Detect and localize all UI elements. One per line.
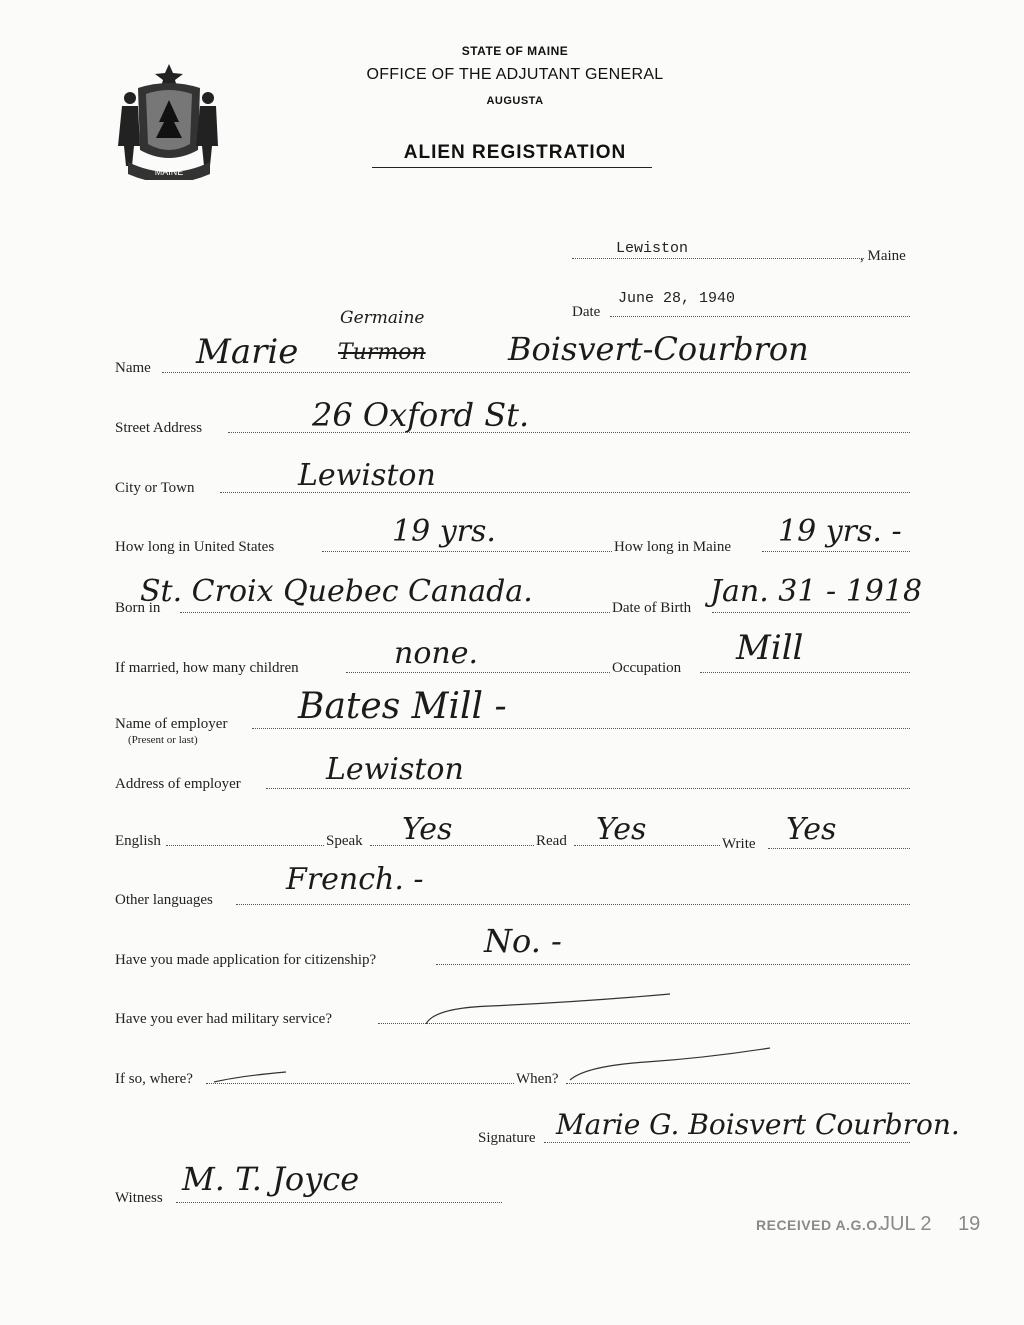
long-maine-label: How long in Maine	[614, 539, 732, 555]
name-middle-struck: Turmon	[338, 340, 426, 365]
date-label: Date	[572, 304, 601, 320]
maine-seal-icon	[116, 58, 222, 180]
dob-label: Date of Birth	[612, 600, 692, 616]
employer-address-label: Address of employer	[115, 776, 241, 792]
name-first: Marie	[196, 332, 299, 372]
city-town-value: Lewiston	[298, 458, 436, 493]
military-dash-mark	[420, 990, 680, 1030]
long-maine-value: 19 yrs. -	[778, 514, 902, 549]
where-label: If so, where?	[115, 1071, 193, 1087]
other-lang-value: French. -	[286, 862, 424, 897]
header-city: AUGUSTA	[486, 95, 544, 107]
military-label: Have you ever had military service?	[115, 1011, 332, 1027]
name-last: Boisvert-Courbron	[508, 330, 809, 368]
english-line	[166, 845, 324, 846]
write-line	[768, 848, 910, 849]
name-middle-added: Germaine	[340, 308, 425, 328]
citizenship-value: No. -	[484, 922, 562, 960]
signature-line	[544, 1142, 910, 1143]
employer-line	[252, 728, 910, 729]
form-title: ALIEN REGISTRATION	[403, 142, 627, 163]
dob-value: Jan. 31 - 1918	[710, 574, 923, 609]
date-line	[610, 316, 910, 317]
seal-banner-text: MAINE	[154, 167, 184, 177]
occupation-label: Occupation	[612, 660, 682, 676]
children-value: none.	[394, 636, 478, 671]
born-line	[180, 612, 610, 613]
witness-label: Witness	[115, 1190, 163, 1206]
witness-line	[176, 1202, 502, 1203]
born-label: Born in	[115, 600, 161, 616]
received-stamp-text: RECEIVED A.G.O.	[756, 1217, 883, 1233]
signature-label: Signature	[478, 1130, 536, 1146]
signature-value: Marie G. Boisvert Courbron.	[556, 1108, 960, 1141]
typed-city: Lewiston	[616, 240, 689, 257]
name-line	[162, 372, 910, 373]
children-label: If married, how many children	[115, 660, 299, 676]
speak-value: Yes	[402, 812, 453, 847]
other-lang-label: Other languages	[115, 892, 213, 908]
header-state: STATE OF MAINE	[461, 44, 569, 58]
long-us-value: 19 yrs.	[392, 514, 496, 549]
occupation-line	[700, 672, 910, 673]
street-label: Street Address	[115, 420, 203, 436]
header-office: OFFICE OF THE ADJUTANT GENERAL	[366, 66, 664, 83]
read-value: Yes	[596, 812, 647, 847]
citizenship-label: Have you made application for citizenship?	[115, 952, 377, 968]
employer-note: (Present or last)	[128, 734, 198, 746]
when-dash-mark	[566, 1044, 776, 1084]
employer-address-line	[266, 788, 910, 789]
write-value: Yes	[786, 812, 837, 847]
employer-value: Bates Mill -	[298, 686, 507, 727]
street-value: 26 Oxford St.	[312, 396, 530, 434]
dob-line	[712, 612, 910, 613]
maine-label: , Maine	[860, 248, 906, 264]
speak-label: Speak	[326, 833, 363, 849]
when-label: When?	[516, 1071, 559, 1087]
born-value: St. Croix Quebec Canada.	[140, 574, 533, 609]
name-label: Name	[115, 360, 151, 376]
city-town-label: City or Town	[115, 480, 195, 496]
city-line	[572, 258, 864, 259]
long-us-label: How long in United States	[115, 539, 275, 555]
long-us-line	[322, 551, 612, 552]
title-underline	[372, 167, 652, 168]
occupation-value: Mill	[736, 628, 804, 668]
received-stamp-year: 19	[958, 1213, 981, 1235]
write-label: Write	[722, 836, 756, 852]
read-label: Read	[536, 833, 567, 849]
citizenship-line	[436, 964, 910, 965]
witness-value: M. T. Joyce	[182, 1160, 360, 1198]
other-lang-line	[236, 904, 910, 905]
received-stamp-date: JUL 2	[880, 1213, 932, 1235]
typed-date: June 28, 1940	[618, 290, 736, 307]
where-dash-mark	[210, 1066, 290, 1086]
employer-label: Name of employer	[115, 716, 228, 732]
children-line	[346, 672, 610, 673]
employer-address-value: Lewiston	[326, 752, 464, 787]
english-label: English	[115, 833, 161, 849]
long-maine-line	[762, 551, 910, 552]
